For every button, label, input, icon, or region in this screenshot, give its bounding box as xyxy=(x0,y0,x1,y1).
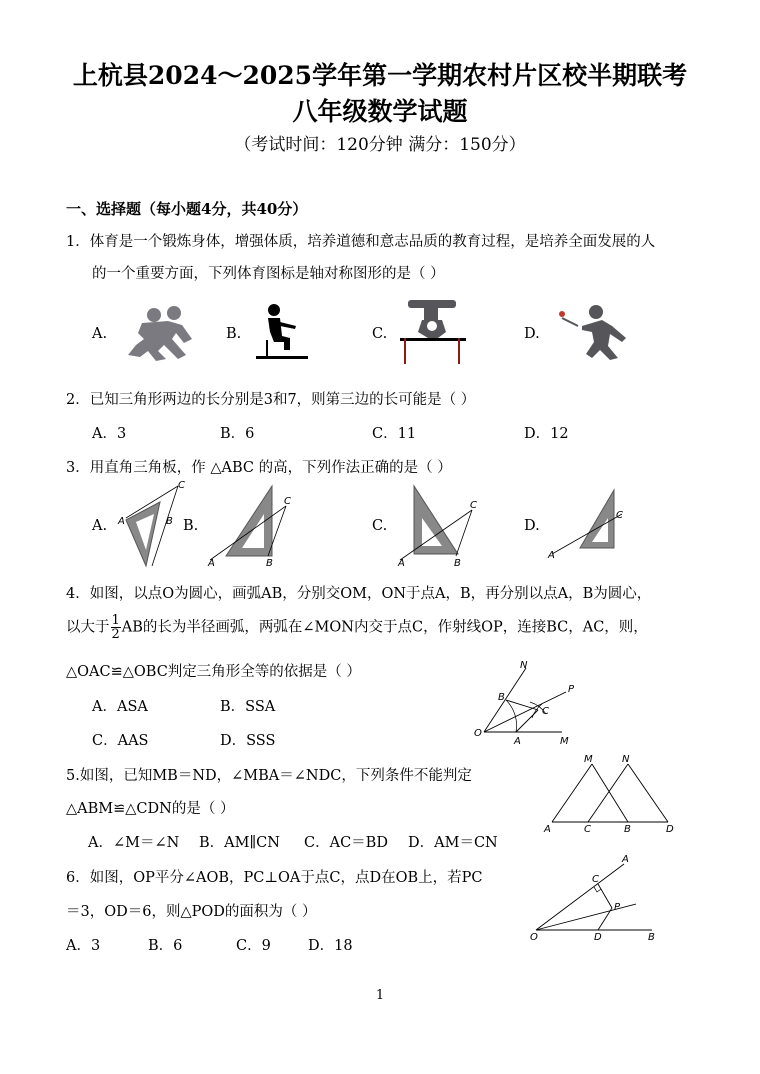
one-half-fraction: $\frac{1}{2}$ xyxy=(111,613,120,642)
q5-line2: △ABM≌△CDN的是（ ） xyxy=(66,801,235,817)
q3-figure-d xyxy=(548,488,628,564)
q3d-label-c: C xyxy=(616,510,623,521)
q5-option-c: C．AC＝BD xyxy=(304,835,388,851)
q5-label-c: C xyxy=(584,824,591,835)
q6-option-c: C．9 xyxy=(236,938,271,954)
q5-option-b: B．AM∥CN xyxy=(199,835,280,851)
q2-option-a: A．3 xyxy=(92,426,127,442)
q5-label-m: M xyxy=(584,754,593,765)
q6-label-o: O xyxy=(530,932,538,943)
q6-label-b: B xyxy=(648,932,655,943)
skiing-icon xyxy=(252,302,312,364)
q2-option-d: D．12 xyxy=(524,426,569,442)
q3-option-c: C. xyxy=(372,518,388,534)
q4-label-o: O xyxy=(474,728,482,739)
q1-option-c: C. xyxy=(372,326,388,342)
q6-option-d: D．18 xyxy=(308,938,353,954)
q4-line2-pre: 以大于 xyxy=(66,619,110,636)
q5-option-d: D．AM＝CN xyxy=(408,835,498,851)
q3-option-d: D. xyxy=(524,518,540,534)
q1-option-d: D. xyxy=(524,326,540,342)
q3b-label-b: B xyxy=(266,558,273,569)
q6-option-a: A．3 xyxy=(66,938,101,954)
exam-title-line1: 上杭县2024～2025学年第一学期农村片区校半期联考 xyxy=(72,61,688,90)
gymnastics-icon xyxy=(398,298,468,366)
section-title: 一、选择题（每小题4分，共40分） xyxy=(66,200,308,218)
q3b-label-c: C xyxy=(284,496,291,507)
q5-label-d: D xyxy=(666,824,674,835)
q5-line1: 5.如图，已知MB＝ND，∠MBA＝∠NDC，下列条件不能判定 xyxy=(66,768,472,784)
q5-option-a: A．∠M＝∠N xyxy=(88,835,180,851)
q1-option-b: B. xyxy=(226,326,242,342)
q5-label-b: B xyxy=(624,824,631,835)
q5-figure xyxy=(540,752,680,838)
q6-label-a: A xyxy=(622,854,629,865)
q6-line2: ＝3，OD＝6，则△POD的面积为（ ） xyxy=(66,904,317,920)
q4-figure xyxy=(470,658,590,746)
exam-info: （考试时间：120分钟 满分：150分） xyxy=(234,135,526,155)
q4-label-c: C xyxy=(542,706,549,717)
q4-label-n: N xyxy=(520,660,528,671)
q4-label-p: P xyxy=(568,684,575,695)
q3c-label-b: B xyxy=(454,558,461,569)
q3-option-b: B. xyxy=(183,518,199,534)
q2-option-c: C．11 xyxy=(372,426,417,442)
q4-label-m: M xyxy=(560,736,569,747)
q4-option-b: B．SSA xyxy=(220,699,276,715)
q2-stem: 2．已知三角形两边的长分别是3和7，则第三边的长可能是（ ） xyxy=(66,392,476,408)
q3-stem: 3．用直角三角板，作 △ABC 的高，下列作法正确的是（ ） xyxy=(66,460,452,476)
q6-line1: 6．如图，OP平分∠AOB，PC⊥OA于点C，点D在OB上，若PC xyxy=(66,870,483,886)
q3b-label-a: A xyxy=(208,558,215,569)
q3d-label-a: A xyxy=(548,550,555,561)
q5-label-n: N xyxy=(622,754,630,765)
q3a-label-a: A xyxy=(118,516,125,527)
q4-line3: △OAC≌△OBC判定三角形全等的依据是（ ） xyxy=(66,664,361,680)
q3a-label-b: B xyxy=(166,516,173,527)
q3a-label-c: C xyxy=(178,480,185,491)
exam-title-line2: 八年级数学试题 xyxy=(292,97,468,126)
q6-label-c: C xyxy=(592,874,599,885)
q3c-label-c: C xyxy=(470,500,477,511)
q3-figure-a xyxy=(118,482,184,568)
q1-option-a: A. xyxy=(92,326,108,342)
q4-line2-post: AB的长为半径画弧，两弧在∠MON内交于点C，作射线OP，连接BC，AC，则， xyxy=(121,619,648,636)
q4-label-b: B xyxy=(498,692,505,703)
q6-label-p: P xyxy=(614,902,621,913)
q6-option-b: B．6 xyxy=(148,938,183,954)
wrestling-icon xyxy=(122,305,204,361)
q1-line2: 的一个重要方面，下列体育图标是轴对称图形的是（ ） xyxy=(92,266,445,282)
q4-label-a: A xyxy=(514,736,521,747)
q1-line1: 1．体育是一个锻炼身体，增强体质，培养道德和意志品质的教育过程，是培养全面发展的人 xyxy=(66,234,656,250)
q3c-label-a: A xyxy=(398,558,405,569)
q4-option-d: D．SSS xyxy=(220,733,276,749)
q6-label-d: D xyxy=(594,932,602,943)
q4-line2 xyxy=(66,614,648,641)
q3-figure-b xyxy=(206,484,302,568)
q2-option-b: B．6 xyxy=(220,426,255,442)
q3-option-a: A. xyxy=(92,518,108,534)
q4-line1: 4．如图，以点O为圆心，画弧AB，分别交OM，ON于点A，B，再分别以点A，B为圆心， xyxy=(66,586,652,602)
q4-option-a: A．ASA xyxy=(92,699,148,715)
page-number: 1 xyxy=(375,988,385,1003)
badminton-icon xyxy=(552,304,634,362)
q3-figure-c xyxy=(396,484,482,568)
q4-option-c: C．AAS xyxy=(92,733,149,749)
q6-figure xyxy=(528,852,658,942)
q5-label-a: A xyxy=(544,824,551,835)
